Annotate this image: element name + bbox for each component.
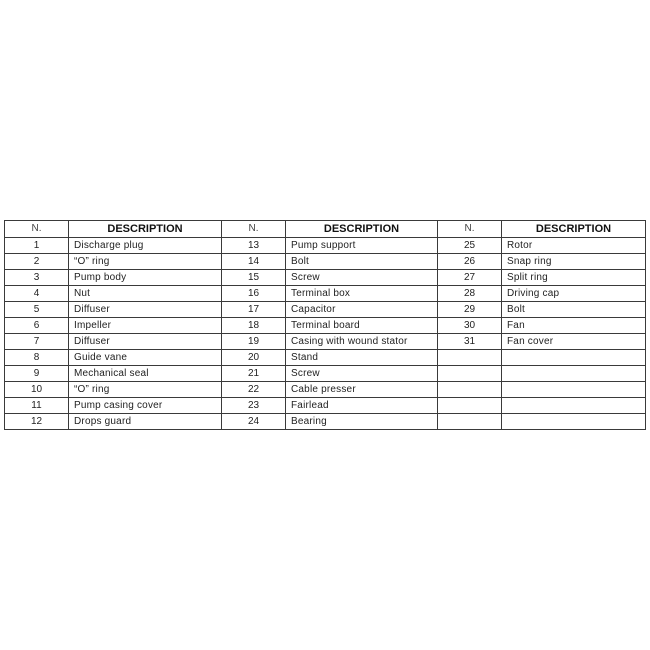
part-number-cell: 5 (5, 302, 69, 318)
part-number-cell: 11 (5, 398, 69, 414)
part-number-cell: 15 (222, 270, 286, 286)
part-description-cell: Snap ring (502, 254, 646, 270)
column-header-number: N. (5, 221, 69, 238)
part-number-cell: 9 (5, 366, 69, 382)
part-number-cell: 26 (438, 254, 502, 270)
column-header-description: DESCRIPTION (69, 221, 222, 238)
table-row (5, 382, 646, 398)
part-number-cell: 19 (222, 334, 286, 350)
part-number-cell: 30 (438, 318, 502, 334)
part-number-cell: 25 (438, 238, 502, 254)
part-description-cell: Terminal board (286, 318, 438, 334)
part-number-cell: 17 (222, 302, 286, 318)
part-number-cell: 29 (438, 302, 502, 318)
column-header-number: N. (222, 221, 286, 238)
part-description-cell: Discharge plug (69, 238, 222, 254)
part-number-cell: 20 (222, 350, 286, 366)
part-number-cell: 12 (5, 414, 69, 430)
part-number-cell: 2 (5, 254, 69, 270)
part-number-cell: 7 (5, 334, 69, 350)
table-row (5, 302, 646, 318)
table-row (5, 350, 646, 366)
part-number-cell: 14 (222, 254, 286, 270)
part-number-cell: 23 (222, 398, 286, 414)
column-header-description: DESCRIPTION (286, 221, 438, 238)
table-row (5, 414, 646, 430)
part-description-cell (502, 366, 646, 382)
table-row (5, 398, 646, 414)
part-description-cell: Screw (286, 366, 438, 382)
table-row (5, 270, 646, 286)
part-description-cell (502, 382, 646, 398)
table-row (5, 286, 646, 302)
part-number-cell (438, 350, 502, 366)
part-description-cell (502, 350, 646, 366)
part-number-cell: 1 (5, 238, 69, 254)
part-description-cell: Bearing (286, 414, 438, 430)
table-row (5, 254, 646, 270)
table-row (5, 334, 646, 350)
part-number-cell: 13 (222, 238, 286, 254)
part-number-cell: 24 (222, 414, 286, 430)
part-number-cell: 28 (438, 286, 502, 302)
table-row (5, 318, 646, 334)
part-description-cell: Screw (286, 270, 438, 286)
part-description-cell: Casing with wound stator (286, 334, 438, 350)
part-description-cell: “O” ring (69, 254, 222, 270)
part-description-cell: Guide vane (69, 350, 222, 366)
part-description-cell: Split ring (502, 270, 646, 286)
parts-list-table (4, 220, 646, 430)
part-number-cell: 6 (5, 318, 69, 334)
part-number-cell: 16 (222, 286, 286, 302)
part-number-cell (438, 382, 502, 398)
part-number-cell (438, 414, 502, 430)
part-description-cell: Pump body (69, 270, 222, 286)
column-header-number: N. (438, 221, 502, 238)
part-description-cell: “O” ring (69, 382, 222, 398)
table-body (5, 238, 646, 430)
table-row (5, 366, 646, 382)
part-number-cell (438, 398, 502, 414)
part-description-cell: Fan cover (502, 334, 646, 350)
part-number-cell: 3 (5, 270, 69, 286)
part-number-cell: 31 (438, 334, 502, 350)
part-description-cell: Drops guard (69, 414, 222, 430)
part-description-cell: Stand (286, 350, 438, 366)
table-header-row (5, 221, 646, 238)
part-description-cell: Fairlead (286, 398, 438, 414)
part-description-cell: Cable presser (286, 382, 438, 398)
part-description-cell: Capacitor (286, 302, 438, 318)
part-number-cell: 21 (222, 366, 286, 382)
part-number-cell: 22 (222, 382, 286, 398)
part-number-cell: 8 (5, 350, 69, 366)
part-description-cell (502, 398, 646, 414)
part-description-cell: Impeller (69, 318, 222, 334)
part-description-cell: Bolt (502, 302, 646, 318)
part-description-cell: Bolt (286, 254, 438, 270)
part-description-cell (502, 414, 646, 430)
part-description-cell: Mechanical seal (69, 366, 222, 382)
part-description-cell: Rotor (502, 238, 646, 254)
table-row (5, 238, 646, 254)
column-header-description: DESCRIPTION (502, 221, 646, 238)
part-number-cell: 27 (438, 270, 502, 286)
part-description-cell: Fan (502, 318, 646, 334)
part-description-cell: Terminal box (286, 286, 438, 302)
part-number-cell (438, 366, 502, 382)
part-number-cell: 4 (5, 286, 69, 302)
part-description-cell: Diffuser (69, 334, 222, 350)
part-number-cell: 18 (222, 318, 286, 334)
part-description-cell: Pump casing cover (69, 398, 222, 414)
part-number-cell: 10 (5, 382, 69, 398)
part-description-cell: Nut (69, 286, 222, 302)
part-description-cell: Diffuser (69, 302, 222, 318)
part-description-cell: Driving cap (502, 286, 646, 302)
part-description-cell: Pump support (286, 238, 438, 254)
